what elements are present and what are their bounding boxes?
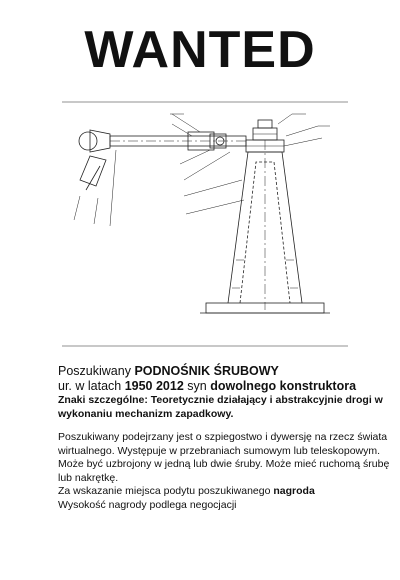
- lead-line-2: [58, 379, 378, 394]
- marks-line-1: [58, 394, 383, 408]
- lead-line-1: [58, 364, 378, 379]
- jack-cap: [258, 120, 272, 128]
- years: 1950 2012: [124, 379, 184, 393]
- marks-line-2: wykonaniu mechanizm zapadkowy.: [58, 407, 234, 420]
- born-prefix: ur. w latach: [58, 379, 125, 393]
- screw-jack-drawing: [60, 100, 350, 348]
- leader-lines: [74, 114, 330, 226]
- father: dowolnego konstruktora: [210, 379, 357, 393]
- reward-word: nagroda: [273, 485, 315, 497]
- poster-title: WANTED: [84, 21, 316, 79]
- marks-label: Znaki szczególne:: [58, 394, 151, 406]
- object-name: PODNOŚNIK ŚRUBOWY: [134, 364, 279, 378]
- description-line: wirtualnego. Występuje w przebraniach sumowym lub teleskopowym.: [58, 444, 381, 457]
- description-line: lub nakrętkę.: [58, 471, 119, 484]
- poster-text: [58, 364, 390, 512]
- reward-line: [58, 485, 378, 499]
- born-middle: syn: [183, 379, 211, 393]
- marks-rest: Teoretycznie działający i abstrakcyjnie drogi w: [150, 394, 383, 406]
- description-line: Poszukiwany podejrzany jest o szpiegostwo i dywersję na rzecz świata: [58, 431, 388, 443]
- handle-ball: [79, 132, 97, 150]
- negotiation-line: Wysokość nagrody podlega negocjacji: [58, 498, 237, 511]
- lead-prefix: Poszukiwany: [58, 364, 135, 378]
- pawl-assembly: [80, 156, 106, 186]
- description-line: Może być uzbrojony w jedną lub dwie śruby. Może mieć ruchomą śrubę: [58, 458, 390, 470]
- reward-prefix: Za wskazanie miejsca podytu poszukiwanego: [58, 485, 274, 497]
